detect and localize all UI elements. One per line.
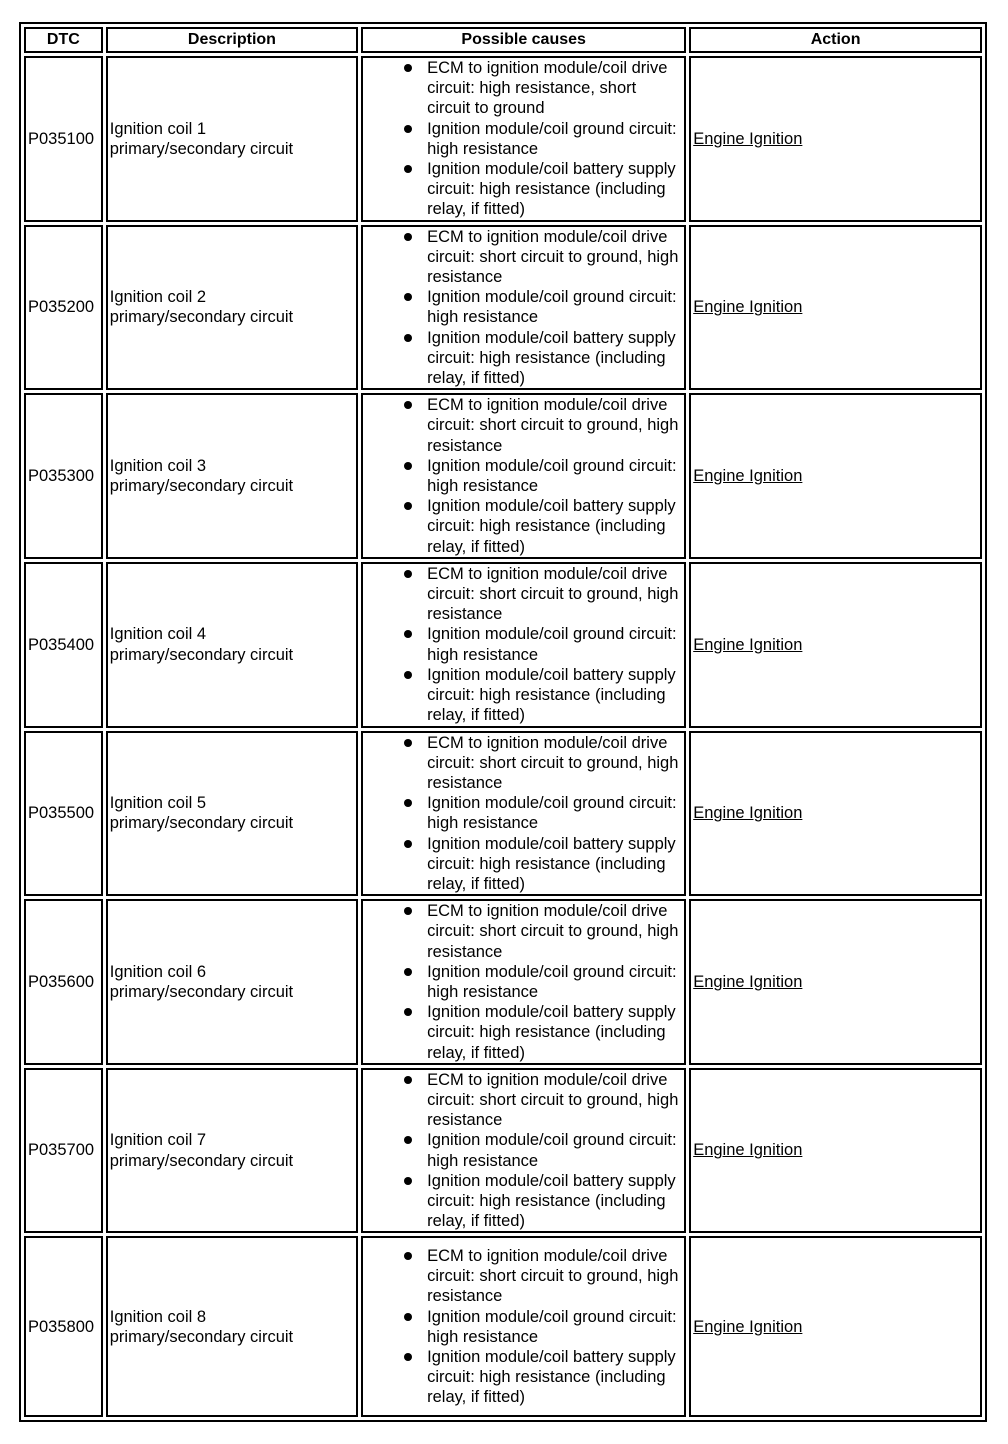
action-cell [689,562,982,728]
description-line: primary/secondary circuit [109,1327,294,1346]
cause-item: Ignition module/coil battery supply circuit: high resistance (including relay, if fitted) [427,328,682,389]
cause-item: ECM to ignition module/coil drive circuit: high resistance, short circuit to ground [427,58,682,119]
dtc-code: P035500 [24,731,103,897]
dtc-code: P035600 [24,899,103,1065]
action-cell [689,225,982,391]
action-cell [689,731,982,897]
engine-ignition-link[interactable]: Engine Ignition [693,466,803,485]
cause-item: Ignition module/coil ground circuit: high resistance [427,1307,682,1347]
cause-item: Ignition module/coil ground circuit: high resistance [427,456,682,496]
cause-item: ECM to ignition module/coil drive circuit: short circuit to ground, high resistance [427,395,682,456]
table-header [24,27,982,53]
description-cell [106,393,358,559]
header-action: Action [689,27,982,53]
causes-list [365,901,682,1063]
cause-item: Ignition module/coil ground circuit: high resistance [427,624,682,664]
possible-causes-cell [361,393,686,559]
table-row [24,1236,982,1417]
causes-list [365,395,682,557]
description-cell [106,562,358,728]
dtc-code: P035300 [24,393,103,559]
engine-ignition-link[interactable]: Engine Ignition [693,298,803,317]
cause-item: ECM to ignition module/coil drive circuit: short circuit to ground, high resistance [427,1246,682,1307]
possible-causes-cell [361,1236,686,1417]
header-possible-causes: Possible causes [361,27,686,53]
cause-item: ECM to ignition module/coil drive circuit: short circuit to ground, high resistance [427,564,682,625]
engine-ignition-link[interactable]: Engine Ignition [693,635,803,654]
description-line: Ignition coil 7 [109,1131,207,1150]
table-row [24,56,982,222]
table-row [24,731,982,897]
cause-item: Ignition module/coil battery supply circuit: high resistance (including relay, if fitted) [427,1002,682,1063]
cause-item: Ignition module/coil battery supply circuit: high resistance (including relay, if fitted) [427,1347,682,1408]
engine-ignition-link[interactable]: Engine Ignition [693,804,803,823]
description-cell [106,225,358,391]
table-body [24,56,982,1417]
causes-list [365,227,682,389]
cause-item: Ignition module/coil ground circuit: high resistance [427,962,682,1002]
possible-causes-cell [361,225,686,391]
cause-item: ECM to ignition module/coil drive circuit: short circuit to ground, high resistance [427,733,682,794]
engine-ignition-link[interactable]: Engine Ignition [693,1141,803,1160]
cause-item: ECM to ignition module/coil drive circuit: short circuit to ground, high resistance [427,901,682,962]
description-line: Ignition coil 1 [109,119,207,138]
cause-item: Ignition module/coil battery supply circuit: high resistance (including relay, if fitted) [427,1171,682,1232]
description-line: primary/secondary circuit [109,1151,294,1170]
cause-item: Ignition module/coil battery supply circuit: high resistance (including relay, if fitted) [427,159,682,220]
dtc-code: P035800 [24,1236,103,1417]
cause-item: Ignition module/coil battery supply circuit: high resistance (including relay, if fitted) [427,665,682,726]
description-cell [106,1236,358,1417]
description-line: Ignition coil 6 [109,962,207,981]
description-cell [106,1068,358,1234]
description-line: primary/secondary circuit [109,814,294,833]
description-line: Ignition coil 3 [109,456,207,475]
table-row [24,1068,982,1234]
causes-list [365,58,682,220]
causes-list [365,564,682,726]
cause-item: Ignition module/coil ground circuit: high resistance [427,1130,682,1170]
engine-ignition-link[interactable]: Engine Ignition [693,972,803,991]
header-dtc: DTC [24,27,103,53]
description-line: primary/secondary circuit [109,477,294,496]
dtc-code: P035200 [24,225,103,391]
description-line: primary/secondary circuit [109,982,294,1001]
description-line: primary/secondary circuit [109,308,294,327]
cause-item: ECM to ignition module/coil drive circuit: short circuit to ground, high resistance [427,227,682,288]
causes-list [365,1070,682,1232]
description-cell [106,899,358,1065]
action-cell [689,393,982,559]
table-row [24,225,982,391]
table-row [24,393,982,559]
action-cell [689,56,982,222]
dtc-code: P035100 [24,56,103,222]
causes-list [365,733,682,895]
dtc-code: P035400 [24,562,103,728]
cause-item: Ignition module/coil ground circuit: high resistance [427,793,682,833]
dtc-code: P035700 [24,1068,103,1234]
header-description: Description [106,27,358,53]
cause-item: Ignition module/coil battery supply circuit: high resistance (including relay, if fitted) [427,496,682,557]
action-cell [689,1236,982,1417]
engine-ignition-link[interactable]: Engine Ignition [693,1317,803,1336]
possible-causes-cell [361,899,686,1065]
description-line: primary/secondary circuit [109,645,294,664]
action-cell [689,899,982,1065]
possible-causes-cell [361,562,686,728]
description-line: Ignition coil 5 [109,794,207,813]
cause-item: Ignition module/coil ground circuit: high resistance [427,119,682,159]
action-cell [689,1068,982,1234]
description-cell [106,56,358,222]
description-line: Ignition coil 8 [109,1307,207,1326]
table-row [24,562,982,728]
possible-causes-cell [361,1068,686,1234]
cause-item: ECM to ignition module/coil drive circuit: short circuit to ground, high resistance [427,1070,682,1131]
possible-causes-cell [361,731,686,897]
causes-list [365,1246,682,1408]
dtc-table [19,22,987,1422]
possible-causes-cell [361,56,686,222]
engine-ignition-link[interactable]: Engine Ignition [693,129,803,148]
cause-item: Ignition module/coil battery supply circuit: high resistance (including relay, if fitted) [427,834,682,895]
table-row [24,899,982,1065]
description-line: Ignition coil 4 [109,625,207,644]
description-cell [106,731,358,897]
header-row [24,27,982,53]
description-line: Ignition coil 2 [109,288,207,307]
description-line: primary/secondary circuit [109,139,294,158]
cause-item: Ignition module/coil ground circuit: high resistance [427,287,682,327]
